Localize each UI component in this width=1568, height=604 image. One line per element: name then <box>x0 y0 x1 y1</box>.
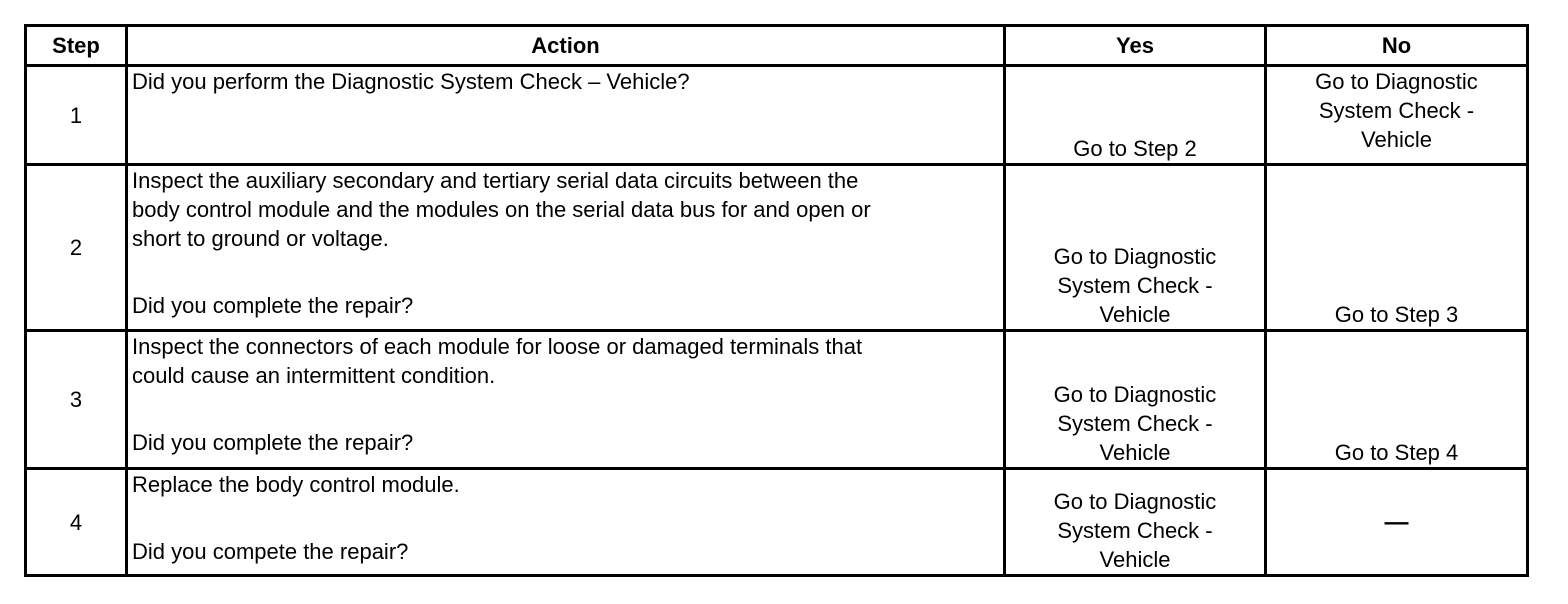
step-number: 3 <box>26 331 127 469</box>
table-row <box>26 165 1528 331</box>
action-text: Inspect the auxiliary secondary and tertiary serial data circuits between the <box>132 168 859 193</box>
action-text: Inspect the connectors of each module for loose or damaged terminals that <box>132 334 863 359</box>
diagnostic-table <box>24 24 1529 577</box>
action-question: Did you compete the repair? <box>132 539 409 564</box>
yes-cell <box>1005 66 1266 165</box>
yes-result: Go to Diagnostic System Check - Vehicle <box>1053 382 1217 465</box>
header-yes: Yes <box>1005 26 1266 66</box>
header-action: Action <box>127 26 1005 66</box>
header-no: No <box>1266 26 1528 66</box>
yes-result: Go to Diagnostic System Check - Vehicle <box>1053 489 1217 572</box>
action-text: could cause an intermittent condition. <box>132 363 496 388</box>
table-row <box>26 469 1528 576</box>
no-cell <box>1266 331 1528 469</box>
no-cell <box>1266 165 1528 331</box>
yes-result: Go to Diagnostic System Check - Vehicle <box>1053 244 1217 327</box>
yes-cell <box>1005 165 1266 331</box>
table-row <box>26 331 1528 469</box>
no-cell <box>1266 469 1528 576</box>
header-row <box>26 26 1528 66</box>
action-text: Replace the body control module. <box>132 472 460 497</box>
yes-cell <box>1005 331 1266 469</box>
action-cell <box>127 469 1005 576</box>
yes-result: Go to Step 2 <box>1073 136 1197 161</box>
no-result: Go to Step 3 <box>1334 302 1459 327</box>
action-cell <box>127 66 1005 165</box>
action-text: Did you perform the Diagnostic System Check – Vehicle? <box>132 69 690 94</box>
no-cell <box>1266 66 1528 165</box>
table-row <box>26 66 1528 165</box>
action-text: short to ground or voltage. <box>132 226 389 251</box>
no-result-dash: — <box>1384 508 1409 536</box>
header-step: Step <box>26 26 127 66</box>
step-number: 4 <box>26 469 127 576</box>
action-text: body control module and the modules on the serial data bus for and open or <box>132 197 871 222</box>
no-result: Go to Step 4 <box>1334 440 1459 465</box>
action-cell <box>127 165 1005 331</box>
action-cell <box>127 331 1005 469</box>
action-question: Did you complete the repair? <box>132 293 414 318</box>
step-number: 2 <box>26 165 127 331</box>
no-result: Go to Diagnostic System Check - Vehicle <box>1315 69 1478 152</box>
step-number: 1 <box>26 66 127 165</box>
yes-cell <box>1005 469 1266 576</box>
action-question: Did you complete the repair? <box>132 430 414 455</box>
